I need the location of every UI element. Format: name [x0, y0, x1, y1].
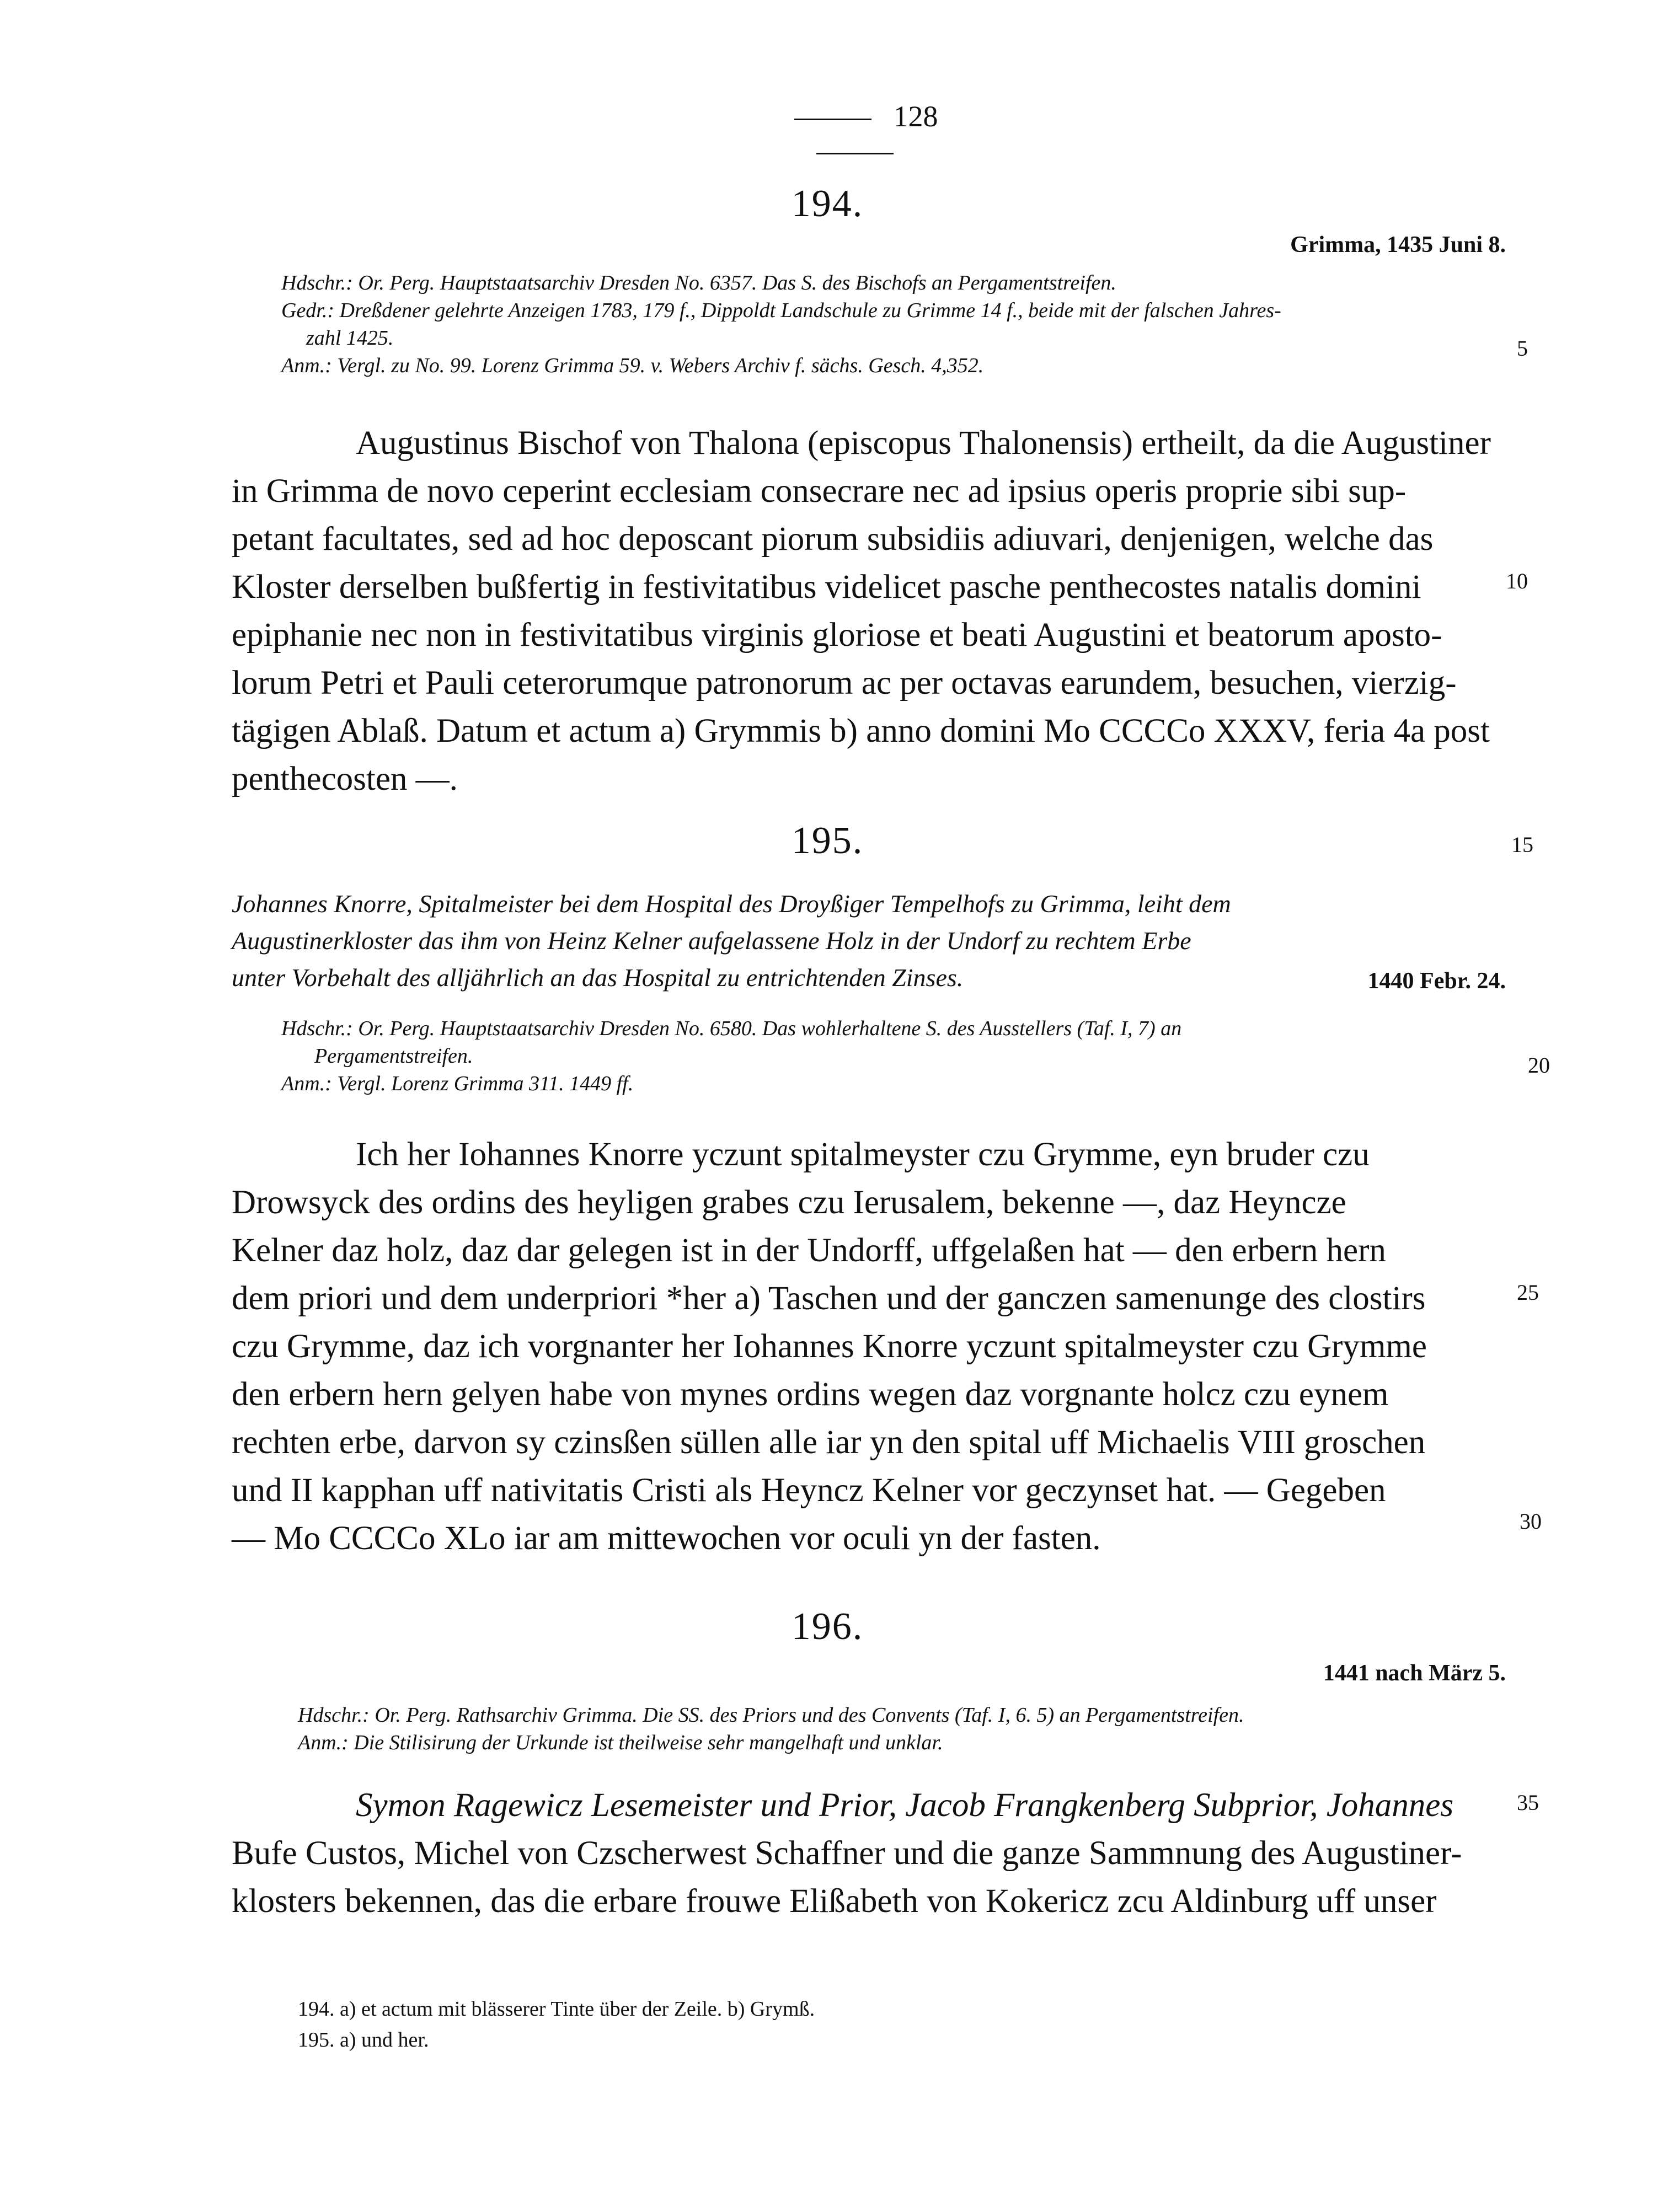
doc195-regest-line: Augustinerkloster das ihm von Heinz Kelner aufgelassene Holz in der Undorf zu rechtem Erbe — [232, 926, 1191, 955]
page-number: 128 — [893, 100, 938, 133]
doc194-line: in Grimma de novo ceperint ecclesiam consecrare nec ad ipsius operis proprie sibi sup- — [232, 473, 1407, 510]
line-number-30: 30 — [1520, 1509, 1542, 1534]
doc194-line: Kloster derselben bußfertig in festivitatibus videlicet pasche penthecostes natalis domini — [232, 569, 1421, 606]
doc194-apparatus-hdschr: Hdschr.: Or. Perg. Hauptstaatsarchiv Dresden No. 6357. Das S. des Bischofs an Pergamentstreifen. — [281, 271, 1116, 294]
doc196-line: Symon Ragewicz Lesemeister und Prior, Jacob Frangkenberg Subprior, Johannes — [356, 1787, 1454, 1824]
doc194-line: petant facultates, sed ad hoc deposcant piorum subsidiis adiuvari, denjenigen, welche das — [232, 521, 1434, 558]
doc195-regest-line: Johannes Knorre, Spitalmeister bei dem Hospital des Droyßiger Tempelhofs zu Grimma, leiht dem — [232, 890, 1231, 918]
page-header — [717, 99, 993, 168]
doc195-line: Ich her Iohannes Knorre yczunt spitalmeyster czu Grymme, eyn bruder czu — [356, 1136, 1370, 1173]
doc194-line: Augustinus Bischof von Thalona (episcopus Thalonensis) ertheilt, da die Augustiner — [356, 425, 1491, 462]
doc194-line: lorum Petri et Pauli ceterorumque patronorum ac per octavas earundem, besuchen, vierzig- — [232, 665, 1457, 701]
doc195-line: Drowsyck des ordins des heyligen grabes czu Ierusalem, bekenne —, daz Heyncze — [232, 1184, 1346, 1221]
doc195-regest-line: unter Vorbehalt des alljährlich an das Hospital zu entrichtenden Zinses. — [232, 963, 964, 992]
footnote-194: 194. a) et actum mit blässerer Tinte über der Zeile. b) Grymß. — [298, 1997, 815, 2021]
doc195-line: czu Grymme, daz ich vorgnanter her Iohannes Knorre yczunt spitalmeyster czu Grymme — [232, 1328, 1427, 1365]
doc194-line: tägigen Ablaß. Datum et actum a) Grymmis b) anno domini Mo CCCCo XXXV, feria 4a post — [232, 713, 1490, 749]
line-number-35: 35 — [1517, 1790, 1539, 1815]
doc194-apparatus-gedr: Gedr.: Dreßdener gelehrte Anzeigen 1783, 179 f., Dippoldt Landschule zu Grimme 14 f., beide mit der falschen Jahres- — [281, 299, 1281, 322]
doc195-number: 195. — [791, 820, 864, 862]
doc195-apparatus-hdschr-cont: Pergamentstreifen. — [314, 1045, 473, 1068]
line-number-25: 25 — [1517, 1280, 1539, 1305]
doc194-line: penthecosten —. — [232, 760, 458, 797]
footnotes — [298, 1994, 1511, 2055]
doc194-apparatus-anm: Anm.: Vergl. zu No. 99. Lorenz Grimma 59. v. Webers Archiv f. sächs. Gesch. 4,352. — [281, 354, 984, 377]
line-number-10: 10 — [1506, 569, 1528, 593]
line-number-15: 15 — [1511, 832, 1533, 857]
header-rule-left — [794, 119, 871, 120]
doc194-text — [232, 419, 1522, 803]
doc195-apparatus-anm: Anm.: Vergl. Lorenz Grimma 311. 1449 ff. — [281, 1072, 634, 1095]
doc195-line: den erbern hern gelyen habe von mynes ordins wegen daz vorgnante holcz czu eynem — [232, 1376, 1389, 1413]
line-number-5: 5 — [1517, 336, 1528, 361]
doc195-line: — Mo CCCCo XLo iar am mittewochen vor oculi yn der fasten. — [232, 1520, 1101, 1557]
doc196-apparatus-anm: Anm.: Die Stilisirung der Urkunde ist theilweise sehr mangelhaft und unklar. — [298, 1731, 943, 1754]
doc196-text — [232, 1781, 1522, 1925]
doc195-line: Kelner daz holz, daz dar gelegen ist in der Undorff, uffgelaßen hat — den erbern hern — [232, 1232, 1386, 1269]
doc194-number: 194. — [791, 183, 864, 225]
doc195-line: und II kapphan uff nativitatis Cristi als Heyncz Kelner vor geczynset hat. — Gegeben — [232, 1472, 1386, 1509]
footnote-195: 195. a) und her. — [298, 2028, 429, 2052]
doc195-line: rechten erbe, darvon sy czinsßen süllen alle iar yn den spital uff Michaelis VIII groschen — [232, 1424, 1426, 1461]
doc194-apparatus-gedr-cont: zahl 1425. — [306, 326, 394, 350]
doc194-line: epiphanie nec non in festivitatibus virginis gloriose et beati Augustini et beatorum aposto- — [232, 617, 1442, 654]
doc195-text — [232, 1131, 1522, 1562]
doc194-date: Grimma, 1435 Juni 8. — [1290, 232, 1506, 258]
doc196-apparatus — [298, 1701, 1522, 1756]
doc194-apparatus — [281, 269, 1522, 379]
doc195-line: dem priori und dem underpriori *her a) Taschen und der ganczen samenunge des clostirs — [232, 1280, 1426, 1317]
doc196-line: Bufe Custos, Michel von Czscherwest Schaffner und die ganze Sammnung des Augustiner- — [232, 1835, 1462, 1872]
doc195-date: 1440 Febr. 24. — [1367, 968, 1506, 994]
doc196-apparatus-hdschr: Hdschr.: Or. Perg. Rathsarchiv Grimma. Die SS. des Priors und des Convents (Taf. I, 6. 5) an Pergamentstreifen. — [298, 1704, 1244, 1727]
doc195-apparatus-hdschr: Hdschr.: Or. Perg. Hauptstaatsarchiv Dresden No. 6580. Das wohlerhaltene S. des Ausstellers (Taf. I, 7) an — [281, 1017, 1182, 1040]
doc196-number: 196. — [791, 1605, 864, 1648]
header-rule-right — [816, 153, 894, 154]
doc196-date: 1441 nach März 5. — [1323, 1661, 1506, 1686]
line-number-20: 20 — [1528, 1053, 1550, 1078]
doc196-line: klosters bekennen, das die erbare frouwe Elißabeth von Kokericz zcu Aldinburg uff unser — [232, 1883, 1437, 1920]
doc195-apparatus — [281, 1015, 1522, 1097]
